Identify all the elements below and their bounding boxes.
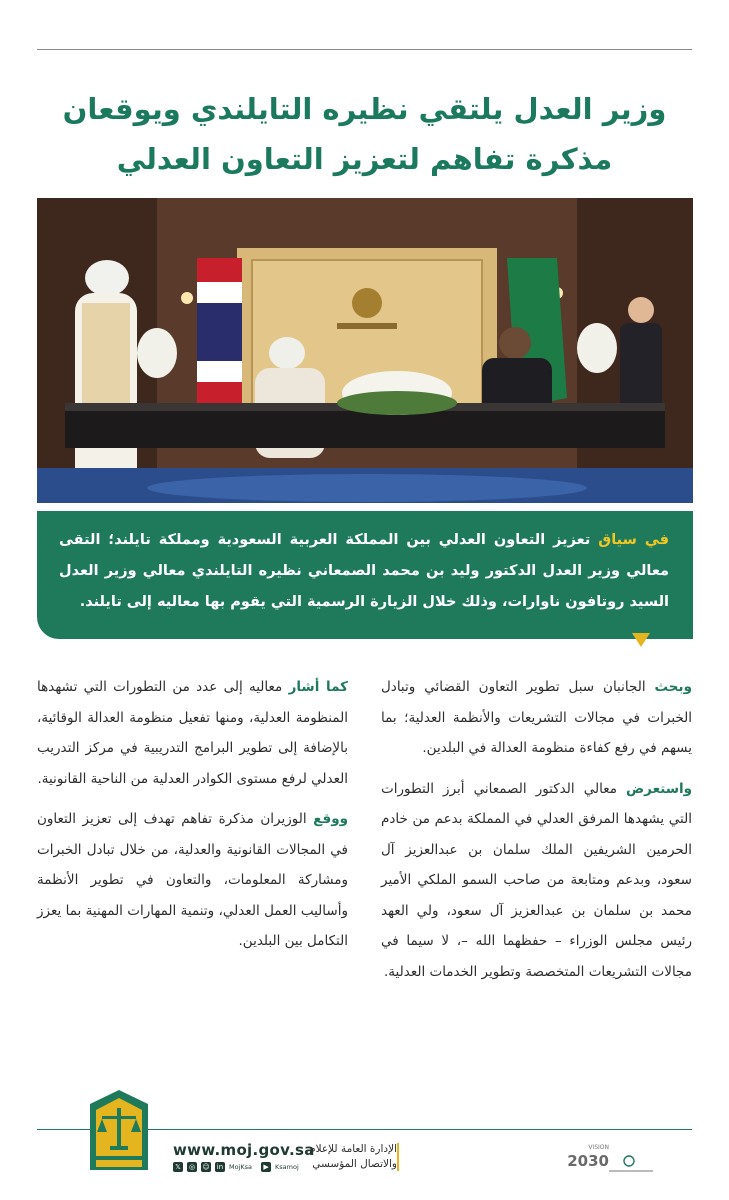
paragraph-text: معاليه إلى عدد من التطورات التي تشهدها المنظومة العدلية، ومنها تفعيل منظومة العدالة الوقائية، بالإضافة إلى تطوير البرامج التدريبية في مركز التدريب العدلي لرفع مستوى الكوادر العدلية من الناحية القانونية. xyxy=(37,679,348,787)
article-column-right xyxy=(381,672,692,997)
social-handle-1: MojKsa xyxy=(229,1163,253,1171)
title-line-1: وزير العدل يلتقي نظيره التايلندي ويوقعان xyxy=(62,92,667,126)
signing-ceremony-photo xyxy=(37,198,693,503)
vision-label: VISION xyxy=(588,1144,609,1151)
paragraph-discussed xyxy=(381,672,692,764)
intro-lead: في سياق xyxy=(598,532,669,548)
department-accent-bar xyxy=(397,1143,399,1171)
social-handle-2: Ksamoj xyxy=(275,1163,299,1171)
keyword-also-noted: كما أشار xyxy=(288,679,348,695)
keyword-signed: ووقع xyxy=(313,811,348,827)
instagram-icon[interactable]: ◎ xyxy=(188,1163,196,1171)
vision-year: 2030 xyxy=(567,1152,609,1170)
department-name xyxy=(297,1142,397,1172)
keyword-reviewed: واستعرض xyxy=(626,780,692,797)
social-links xyxy=(173,1162,304,1172)
keyword-discussed: وبحث xyxy=(654,679,692,695)
ministry-logo xyxy=(80,1086,158,1178)
linkedin-icon[interactable]: in xyxy=(216,1163,224,1171)
website-link[interactable]: www.moj.gov.sa xyxy=(173,1141,315,1159)
paragraph-signed xyxy=(37,804,348,957)
snapchat-icon[interactable]: ☺ xyxy=(202,1163,210,1171)
department-line-1: الإدارة العامة للإعلام xyxy=(309,1143,397,1155)
paragraph-text: معالي الدكتور الصمعاني أبرز التطورات التي يشهدها المرفق العدلي في المملكة بدعم من خادم الحرمين الشريفين الملك سلمان بن عبدالعزيز آل سعود، وبدعم ومتابعة من صاحب السمو الملكي الأمير محمد بن سلمان بن عبدالعزيز آل سعود، ولي العهد رئيس مجلس الوزراء – حفظهما الله –، لا سيما في مجالات التشريعات المتخصصة وتطوير الخدمات العدلية. xyxy=(381,780,692,980)
title-line-2: مذكرة تفاهم لتعزيز التعاون العدلي xyxy=(116,142,613,176)
intro-summary xyxy=(37,511,693,639)
department-line-2: والاتصال المؤسسي xyxy=(312,1158,397,1170)
paragraph-text: الجانبان سبل تطوير التعاون القضائي وتبادل الخبرات في مجالات التشريعات والأنظمة العدلية؛ بما يسهم في رفع كفاءة منظومة العدالة في البلدين. xyxy=(381,679,692,756)
paragraph-text: الوزيران مذكرة تفاهم تهدف إلى تعزيز التعاون في المجالات القانونية والعدلية، من خلال تبادل الخبرات ومشاركة المعلومات، والتعاون في تطوير الأنظمة وأساليب العمل العدلي، وتنمية المهارات المهنية بما يعزز التكامل بين البلدين. xyxy=(37,811,348,949)
intro-text: تعزيز التعاون العدلي بين المملكة العربية السعودية ومملكة تايلند؛ التقى معالي وزير العدل الدكتور وليد بن محمد الصمعاني نظيره التايلندي معالي وزير العدل السيد روتافون ناوارات، وذلك خلال الزيارة الرسمية التي يقوم بها معاليه إلى تايلند. xyxy=(59,532,669,610)
x-icon[interactable]: 𝕏 xyxy=(173,1162,183,1172)
paragraph-reviewed xyxy=(381,774,692,988)
article-column-left xyxy=(37,672,348,967)
page-title xyxy=(30,84,699,184)
intro-arrow-icon xyxy=(632,633,650,647)
photo-illustration xyxy=(37,198,693,503)
paragraph-also-noted xyxy=(37,672,348,794)
vision-2030-logo xyxy=(567,1140,661,1178)
top-divider xyxy=(37,49,692,50)
youtube-icon[interactable]: ▶ xyxy=(261,1162,271,1172)
